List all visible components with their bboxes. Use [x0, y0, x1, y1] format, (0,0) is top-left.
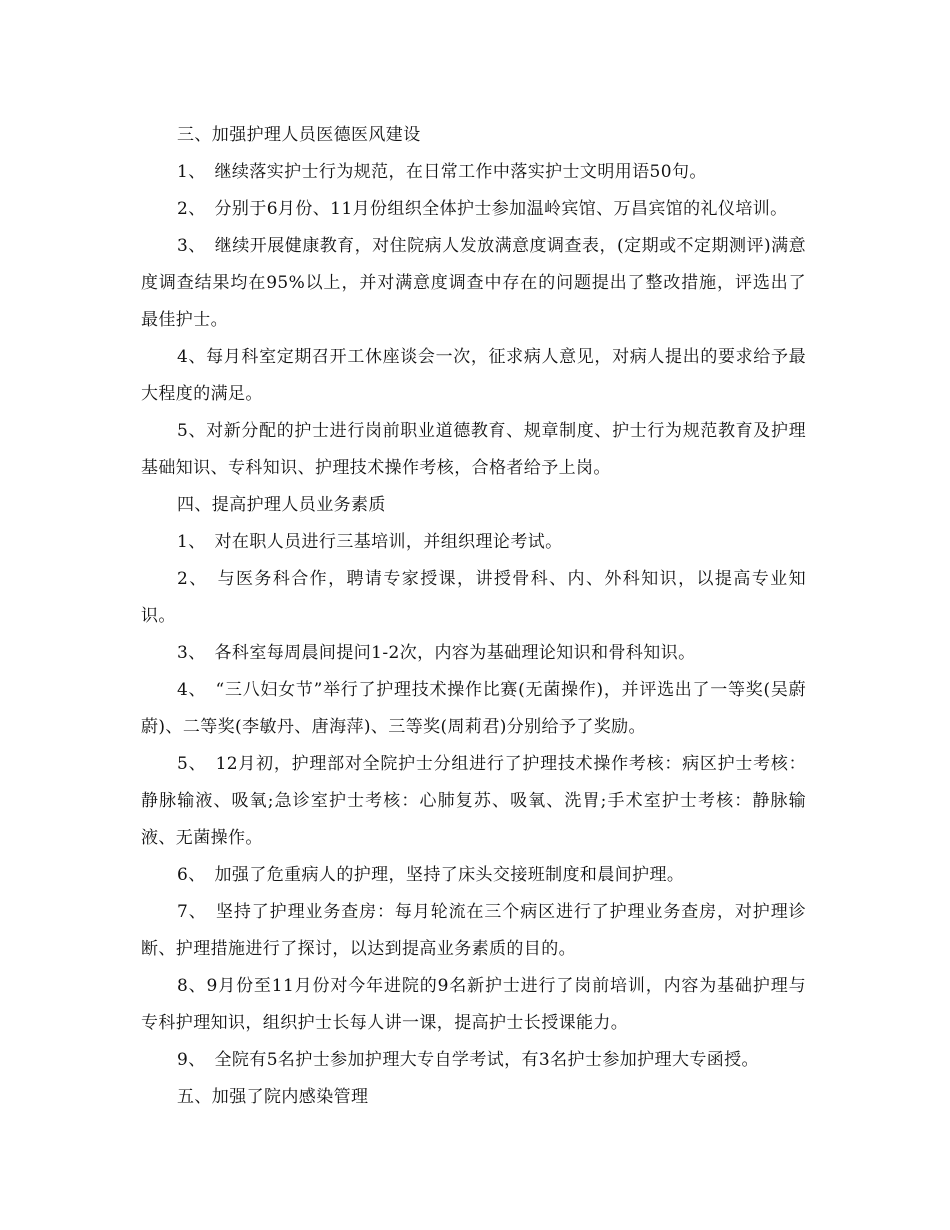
- paragraph-item-3-3: 3、 继续开展健康教育，对住院病人发放满意度调查表，(定期或不定期测评)满意度调查结果均在95%以上，并对满意度调查中存在的问题提出了整改措施，评选出了最佳护士。: [141, 236, 806, 330]
- paragraph-item-4-4: 4、 “三八妇女节”举行了护理技术操作比赛(无菌操作)，并评选出了一等奖(吴蔚蔚)、二等奖(李敏丹、唐海萍)、三等奖(周莉君)分别给予了奖励。: [141, 680, 806, 737]
- paragraph-item-3-4: 4、每月科室定期召开工休座谈会一次，征求病人意见，对病人提出的要求给予最大程度的满足。: [141, 347, 806, 404]
- paragraph-item-3-5: 5、对新分配的护士进行岗前职业道德教育、规章制度、护士行为规范教育及护理基础知识、专科知识、护理技术操作考核，合格者给予上岗。: [141, 421, 806, 478]
- paragraph-item-3-2: 2、 分别于6月份、11月份组织全体护士参加温岭宾馆、万昌宾馆的礼仪培训。: [177, 199, 788, 219]
- paragraph-item-3-1: 1、 继续落实护士行为规范，在日常工作中落实护士文明用语50句。: [177, 162, 707, 182]
- paragraph-item-4-2: 2、 与医务科合作，聘请专家授课，讲授骨科、内、外科知识，以提高专业知识。: [141, 569, 806, 626]
- section-heading-5: 五、加强了院内感染管理: [177, 1087, 369, 1107]
- paragraph-item-4-9: 9、 全院有5名护士参加护理大专自学考试，有3名护士参加护理大专函授。: [177, 1050, 759, 1070]
- paragraph-item-4-6: 6、 加强了危重病人的护理，坚持了床头交接班制度和晨间护理。: [177, 865, 685, 885]
- paragraph-item-4-1: 1、 对在职人员进行三基培训，并组织理论考试。: [177, 532, 563, 552]
- paragraph-item-4-3: 3、 各科室每周晨间提问1-2次，内容为基础理论知识和骨科知识。: [177, 643, 696, 663]
- section-heading-3: 三、加强护理人员医德医风建设: [177, 125, 421, 145]
- paragraph-item-4-8: 8、9月份至11月份对今年进院的9名新护士进行了岗前培训，内容为基础护理与专科护理知识，组织护士长每人讲一课，提高护士长授课能力。: [141, 976, 806, 1033]
- paragraph-item-4-5: 5、 12月初，护理部对全院护士分组进行了护理技术操作考核：病区护士考核：静脉输液、吸氧;急诊室护士考核：心肺复苏、吸氧、洗胃;手术室护士考核：静脉输液、无菌操作。: [141, 754, 806, 848]
- paragraph-item-4-7: 7、 坚持了护理业务查房：每月轮流在三个病区进行了护理业务查房，对护理诊断、护理措施进行了探讨，以达到提高业务素质的目的。: [141, 902, 806, 959]
- section-heading-4: 四、提高护理人员业务素质: [177, 495, 386, 515]
- document-body: [141, 117, 806, 1116]
